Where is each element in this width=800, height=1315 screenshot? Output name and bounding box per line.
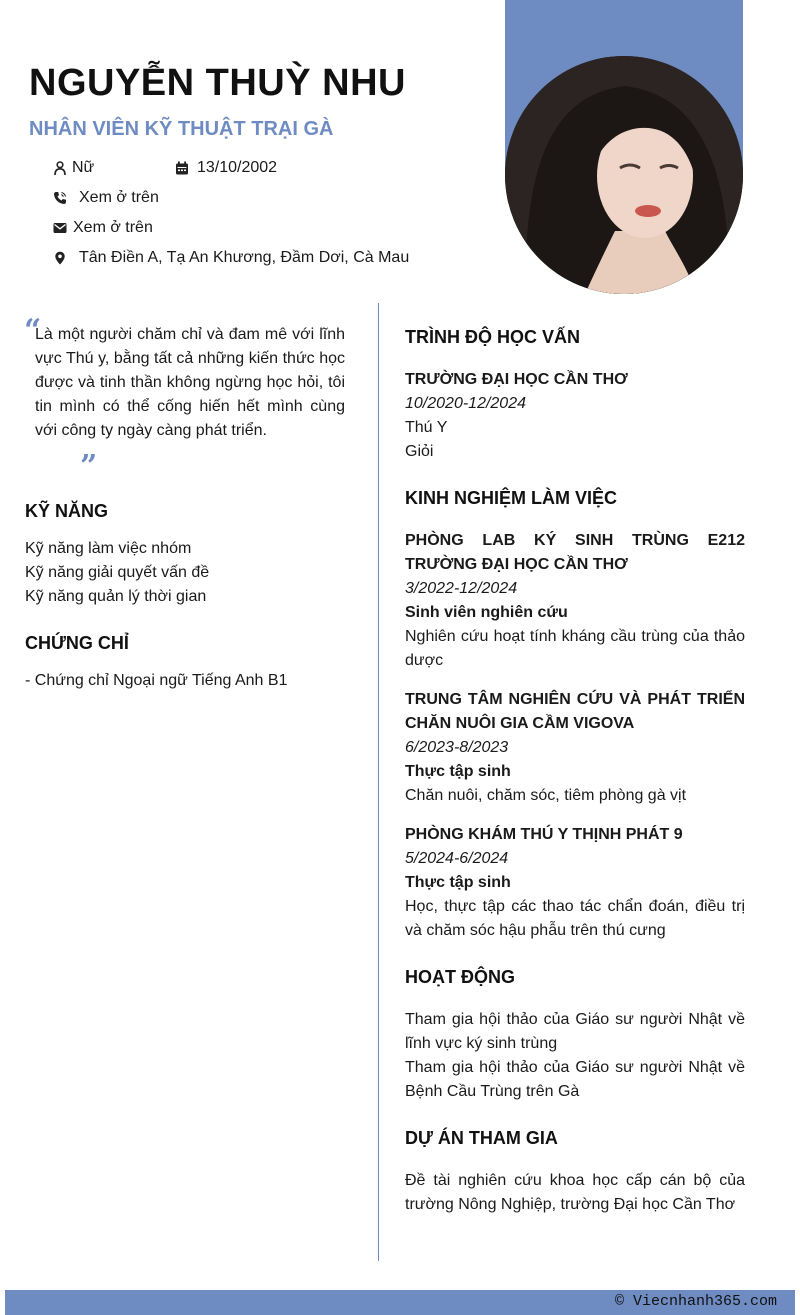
envelope-icon (53, 221, 67, 235)
certificate-item: - Chứng chỉ Ngoại ngữ Tiếng Anh B1 (25, 672, 288, 689)
skill-item: Kỹ năng quản lý thời gian (25, 588, 207, 605)
education-grade: Giỏi (405, 443, 434, 460)
experience-org: PHÒNG KHÁM THÚ Y THỊNH PHÁT 9 (405, 826, 683, 843)
education-school: TRƯỜNG ĐẠI HỌC CẦN THƠ (405, 371, 628, 388)
footer-bar (5, 1290, 795, 1315)
activity-item: Tham gia hội thảo của Giáo sư người Nhật về Bệnh Cầu Trùng trên Gà (405, 1059, 745, 1100)
email-info (53, 219, 153, 237)
footer-copyright: © Viecnhanh365.com (614, 1293, 777, 1310)
phone-value: Xem ở trên (79, 189, 159, 206)
activities-heading: HOẠT ĐỘNG (405, 967, 515, 987)
experience-heading: KINH NGHIỆM LÀM VIỆC (405, 488, 618, 508)
skill-item: Kỹ năng làm việc nhóm (25, 540, 192, 557)
avatar (505, 56, 743, 294)
projects-heading: DỰ ÁN THAM GIA (405, 1128, 558, 1148)
job-position: NHÂN VIÊN KỸ THUẬT TRẠI GÀ (29, 118, 334, 140)
experience-role: Sinh viên nghiên cứu (405, 604, 568, 621)
person-icon (53, 161, 67, 175)
birthdate-value: 13/10/2002 (197, 159, 278, 176)
calendar-icon (175, 161, 189, 175)
experience-description: Nghiên cứu hoạt tính kháng cầu trùng của thảo dược (405, 628, 745, 669)
project-item: Đề tài nghiên cứu khoa học cấp cán bộ của trường Nông Nghiệp, trường Đại học Cần Thơ (405, 1172, 745, 1213)
birthdate-info (175, 159, 277, 177)
email-value: Xem ở trên (73, 219, 153, 236)
career-objective: Là một người chăm chỉ và đam mê với lĩnh vực Thú y, bằng tất cả những kiến thức học được và tinh thần không ngừng học hỏi, tôi tin mình có thể cống hiến hết mình cùng với công ty ngày càng phát triển. (35, 326, 345, 439)
phone-info (53, 189, 159, 207)
column-divider (378, 303, 379, 1261)
education-period: 10/2020-12/2024 (405, 395, 526, 412)
experience-org: TRUNG TÂM NGHIÊN CỨU VÀ PHÁT TRIỂN CHĂN NUÔI GIA CẦM VIGOVA (405, 691, 745, 732)
gender-value: Nữ (72, 159, 95, 176)
address-value: Tân Điền A, Tạ An Khương, Đầm Dơi, Cà Mau (79, 249, 410, 266)
experience-description: Chăn nuôi, chăm sóc, tiêm phòng gà vịt (405, 787, 687, 804)
education-major: Thú Y (405, 419, 448, 436)
activity-item: Tham gia hội thảo của Giáo sư người Nhật về lĩnh vực ký sinh trùng (405, 1011, 745, 1052)
skills-heading: KỸ NĂNG (25, 501, 109, 521)
education-heading: TRÌNH ĐỘ HỌC VẤN (405, 327, 580, 347)
experience-period: 6/2023-8/2023 (405, 739, 509, 756)
experience-role: Thực tập sinh (405, 874, 511, 891)
candidate-name: NGUYỄN THUỲ NHU (29, 62, 406, 104)
experience-period: 5/2024-6/2024 (405, 850, 509, 867)
profile-photo (505, 56, 743, 294)
experience-description: Học, thực tập các thao tác chẩn đoán, điều trị và chăm sóc hậu phẫu trên thú cưng (405, 898, 745, 939)
open-quote-icon: “ (24, 313, 42, 348)
address-info (53, 249, 409, 267)
gender-info (53, 159, 94, 177)
experience-role: Thực tập sinh (405, 763, 511, 780)
location-pin-icon (53, 251, 67, 265)
experience-period: 3/2022-12/2024 (405, 580, 518, 597)
certificates-heading: CHỨNG CHỈ (25, 633, 129, 653)
close-quote-icon: ” (80, 449, 98, 484)
skill-item: Kỹ năng giải quyết vấn đề (25, 564, 210, 581)
experience-org: PHÒNG LAB KÝ SINH TRÙNG E212 TRƯỜNG ĐẠI HỌC CẦN THƠ (405, 532, 745, 573)
phone-icon (53, 191, 67, 205)
